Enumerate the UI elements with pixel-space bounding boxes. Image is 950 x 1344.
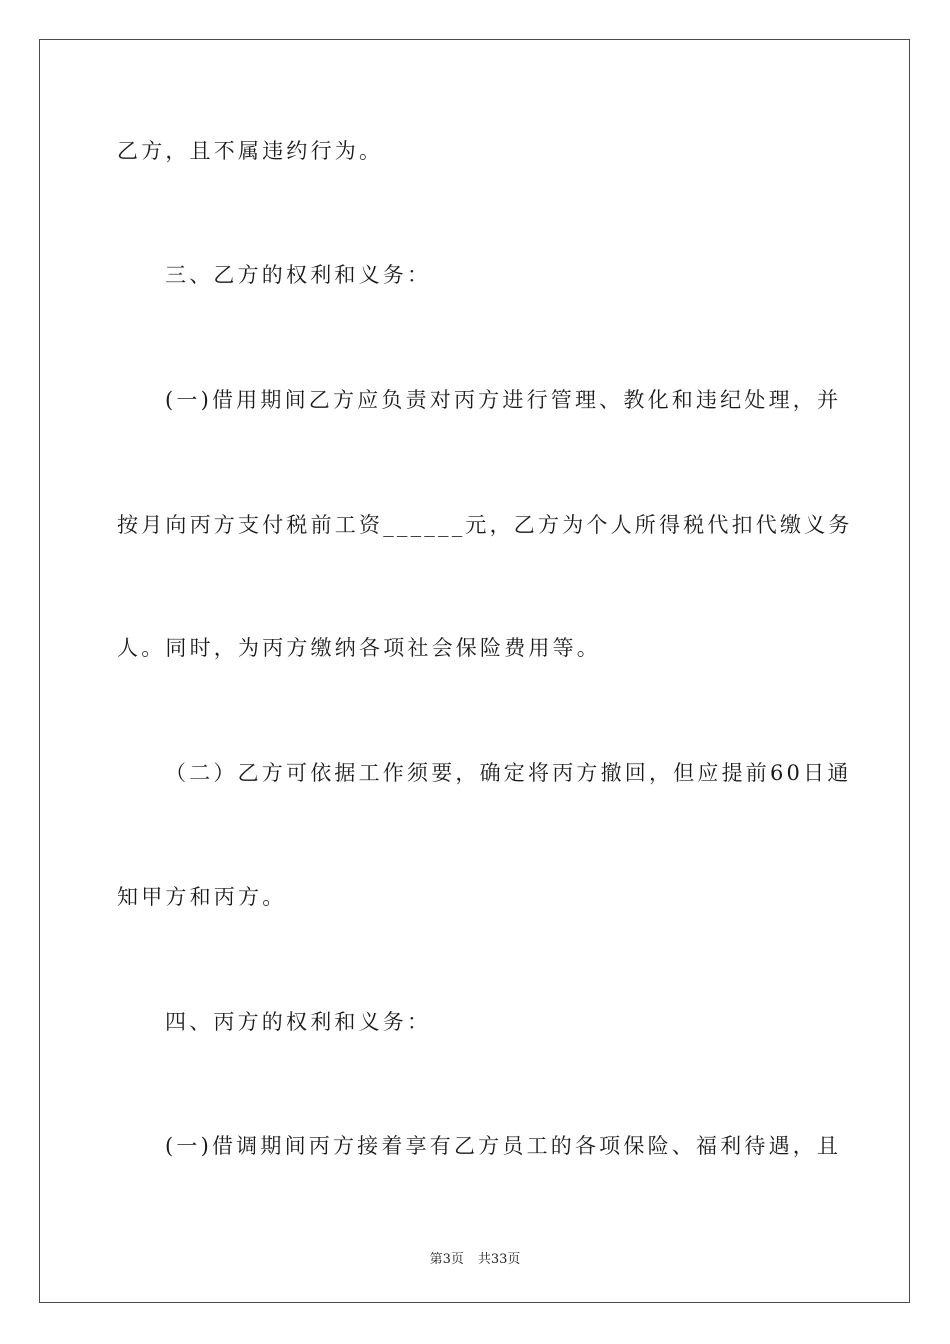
body-text-line: 知甲方和丙方。 (117, 885, 287, 909)
body-text-line: 人。同时，为丙方缴纳各项社会保险费用等。 (117, 636, 601, 660)
body-text-line: （二）乙方可依据工作须要，确定将丙方撤回，但应提前60日通 (165, 761, 852, 785)
body-text-line: (一)借调期间丙方接着享有乙方员工的各项保险、福利待遇，且 (165, 1134, 842, 1158)
page-number: 第3页 (429, 1252, 464, 1267)
page-border (39, 39, 910, 1303)
page-footer (0, 1248, 950, 1267)
total-pages: 共33页 (477, 1252, 521, 1267)
body-text-line: (一)借用期间乙方应负责对丙方进行管理、教化和违纪处理，并 (165, 388, 842, 412)
section-heading: 四、丙方的权利和义务： (165, 1010, 432, 1034)
body-text-line: 乙方，且不属违约行为。 (117, 139, 384, 163)
section-heading: 三、乙方的权利和义务： (165, 263, 432, 287)
body-text-line: 按月向丙方支付税前工资______元，乙方为个人所得税代扣代缴义务 (117, 513, 853, 537)
